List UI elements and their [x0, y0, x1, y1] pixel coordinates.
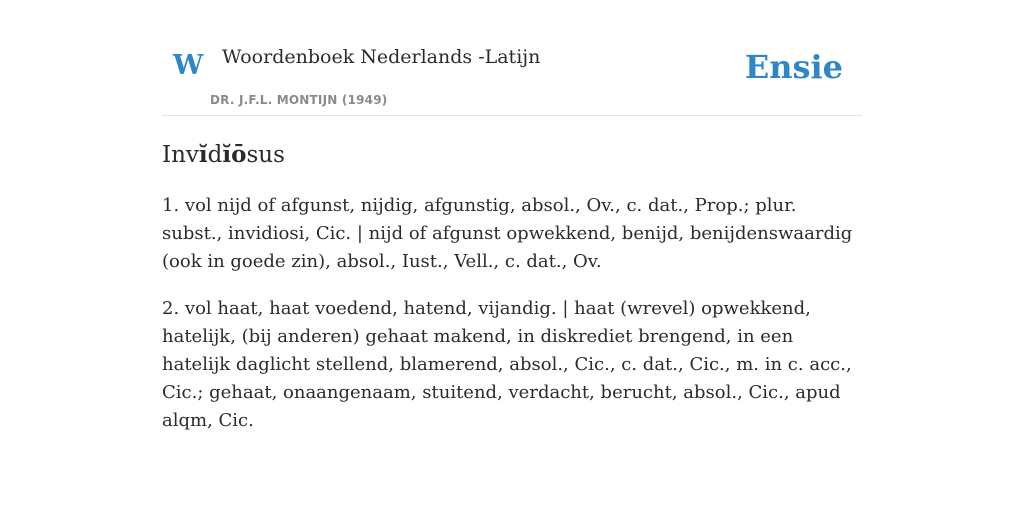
definition-1: 1. vol nijd of afgunst, nijdig, afgunstig, absol., Ov., c. dat., Prop.; plur. subst., invidiosi, Cic. | nijd of afgunst opwekkend, benijd, benijdenswaardig (ook in goede zin), absol., Iust., Vell., c. dat., Ov.: [162, 194, 853, 272]
dictionary-author: DR. J.F.L. MONTIJN (1949): [210, 93, 388, 107]
ensie-brand-logo[interactable]: Ensie: [744, 48, 843, 86]
dictionary-logo-link[interactable]: W: [173, 50, 204, 81]
headword-part-bold: ĭ: [198, 141, 208, 168]
entry-header: [162, 34, 862, 116]
headword-part: Inv: [162, 142, 199, 168]
entry-card: [162, 34, 862, 435]
dictionary-title-link[interactable]: Woordenboek Nederlands -Latijn: [222, 46, 541, 68]
headword-part: d: [207, 142, 223, 168]
headword: [162, 140, 862, 171]
headword-part: sus: [246, 142, 285, 168]
definition-2: 2. vol haat, haat voedend, hatend, vijandig. | haat (wrevel) opwekkend, hatelijk, (bij anderen) gehaat makend, in diskrediet brengend, in een hatelijk daglicht stellend, blamerend, absol., Cic., c. dat., Cic., m. in c. acc., Cic.; gehaat, onaangenaam, stuitend, verdacht, berucht, absol., Cic., apud alqm, Cic.: [162, 297, 852, 431]
headword-part-bold: ĭō: [222, 141, 247, 168]
